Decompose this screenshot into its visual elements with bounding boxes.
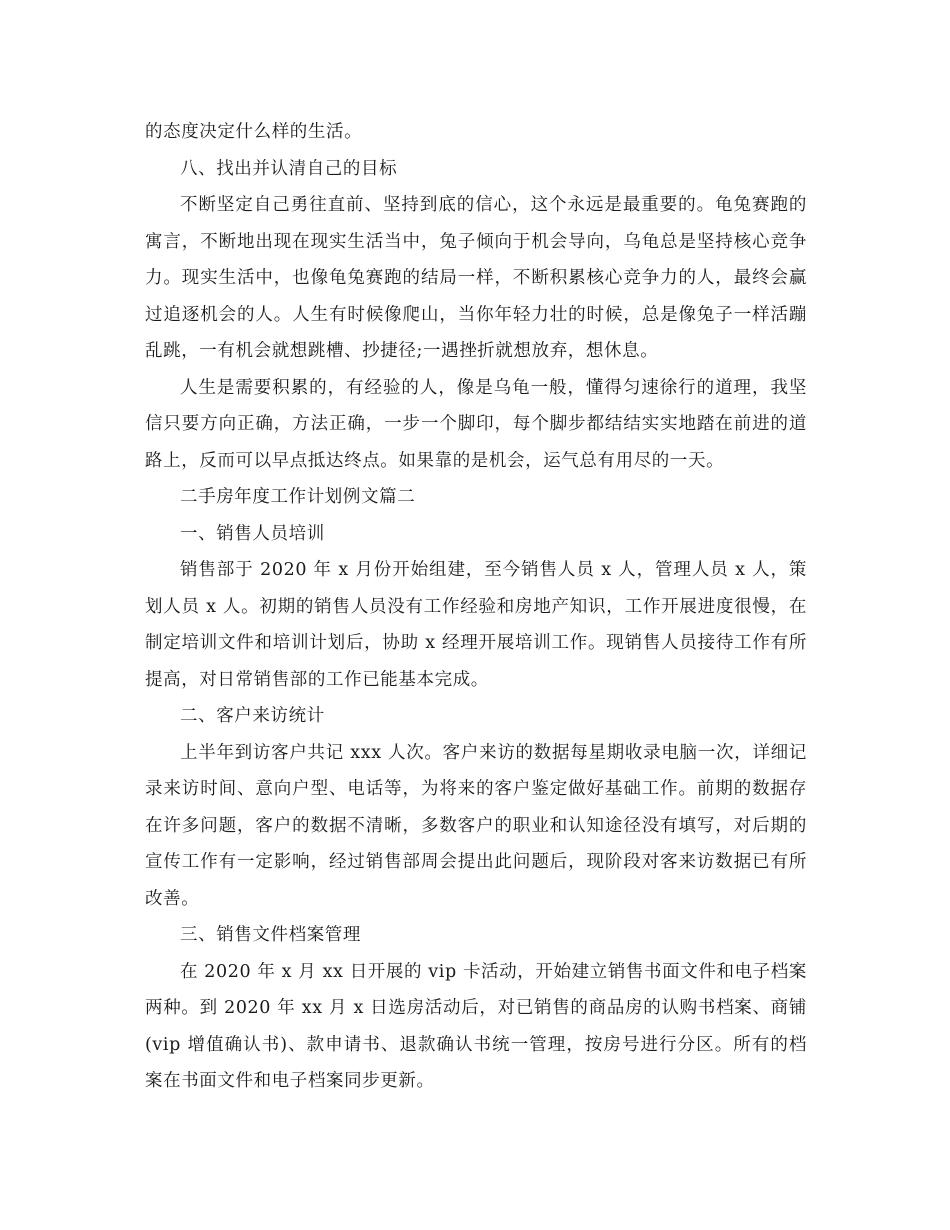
section-heading: 二、客户来访统计 xyxy=(180,706,325,726)
section-heading: 一、销售人员培训 xyxy=(180,523,325,544)
paragraph: 上半年到访客户共记 xxx 人次。客户来访的数据每星期收录电脑一次，详细记录来访时间、意向户型、电话等，为将来的客户鉴定做好基础工作。前期的数据存在许多问题，客户的数据不清晰，多数客户的职业和认知途径没有填写，对后期的宣传工作有一定影响，经过销售部周会提出此问题后，现阶段对客来访数据已有所改善。 xyxy=(145,742,807,909)
paragraph: 在 2020 年 x 月 xx 日开展的 vip 卡活动，开始建立销售书面文件和电子档案两种。到 2020 年 xx 月 x 日选房活动后，对已销售的商品房的认购书档案、商铺(vip 增值确认书)、款申请书、退款确认书统一管理，按房号进行分区。所有的档案在书面文件和电子档案同步更新。 xyxy=(145,961,807,1091)
article-title: 二手房年度工作计划例文篇二 xyxy=(180,487,416,507)
section-heading: 三、销售文件档案管理 xyxy=(180,925,361,945)
paragraph: 人生是需要积累的，有经验的人，像是乌龟一般，懂得匀速徐行的道理，我坚信只要方向正确，方法正确，一步一个脚印，每个脚步都结结实实地踏在前进的道路上，反而可以早点抵达终点。如果靠的是机会，运气总有用尽的一天。 xyxy=(145,377,807,471)
paragraph: 不断坚定自己勇往直前、坚持到底的信心，这个永远是最重要的。龟兔赛跑的寓言，不断地出现在现实生活当中，兔子倾向于机会导向，乌龟总是坚持核心竞争力。现实生活中，也像龟兔赛跑的结局一样，不断积累核心竞争力的人，最终会赢过追逐机会的人。人生有时候像爬山，当你年轻力壮的时候，总是像兔子一样活蹦乱跳，一有机会就想跳槽、抄捷径;一遇挫折就想放弃，想休息。 xyxy=(145,195,807,361)
document-body xyxy=(145,114,807,1100)
paragraph: 的态度决定什么样的生活。 xyxy=(145,122,363,142)
section-heading: 八、找出并认清自己的目标 xyxy=(180,158,398,179)
paragraph: 销售部于 2020 年 x 月份开始组建，至今销售人员 x 人，管理人员 x 人，策划人员 x 人。初期的销售人员没有工作经验和房地产知识，工作开展进度很慢，在制定培训文件和培训计划后，协助 x 经理开展培训工作。现销售人员接待工作有所提高，对日常销售部的工作已能基本完成。 xyxy=(145,560,807,690)
